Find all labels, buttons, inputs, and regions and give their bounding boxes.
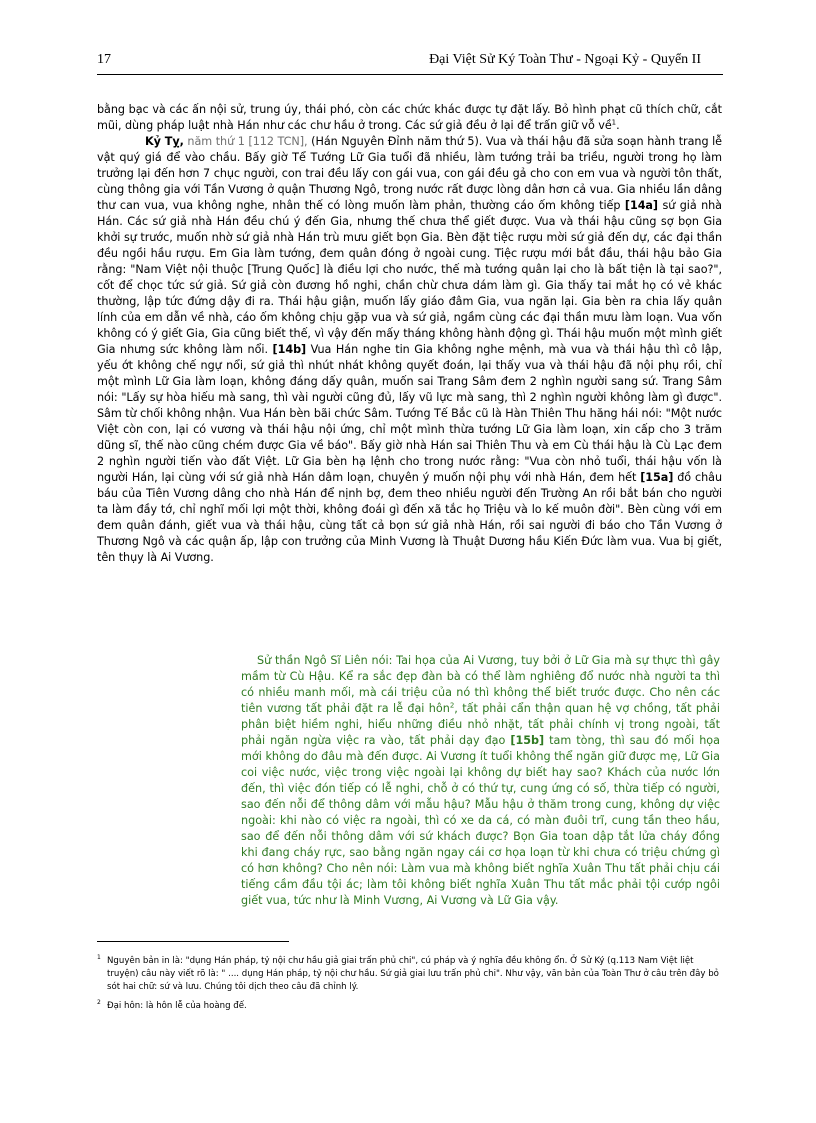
footnote-2: 2 Đại hôn: là hôn lễ của hoàng đế.	[97, 999, 247, 1011]
header-rule	[97, 74, 723, 75]
year-heading: Kỷ Tỵ,	[145, 135, 184, 148]
commentary-segment: tam tòng, thì sau đó mối họa mới không do đâu mà đến được. Ai Vương ít tuổi không thể ngăn giữ được mẹ, Lữ Gia coi việc nước, việc trong việc ngoài lại không dự biết hay sao? Khách của nước lớn đến, thì việc đón tiếp có lễ nghi, chỗ ở có thứ tự, cung ứng có số, thừa tiếp có người, sao đến nỗi để thông dâm với mẫu hậu? Mẫu hậu ở thăm trong cung, không dự việc ngoài: khi nào có việc ra ngoài, thì có xe da cá, có màn đuôi trĩ, cung tần theo hầu, sao để đến nỗi thông dâm với sứ khách được? Bọn Gia toan dập tắt lửa cháy đồng khi đang cháy rực, sao bằng ngăn ngay cái cơ họa loạn từ khi chưa có triệu chứng gì có hơn không? Cho nên nói: Làm vua mà không biết nghĩa Xuân Thu tất phải chịu cái tiếng cầm đầu tội ác; làm tôi không biết nghĩa Xuân Thu tất mắc phải tội cướp ngôi giết vua, tức như là Minh Vương, Ai Vương và Lữ Gia vậy.	[241, 734, 720, 907]
main-text	[97, 102, 722, 566]
footnote-text: Đại hôn: là hôn lễ của hoàng đế.	[107, 1001, 247, 1011]
paragraph-end: .	[616, 119, 620, 132]
page-header	[97, 52, 723, 70]
footnote-ref-1[interactable]: 1	[611, 118, 617, 127]
footnotes	[97, 955, 722, 1019]
folio-marker-15a: [15a]	[640, 471, 674, 484]
year-note: năm thứ 1 [112 TCN],	[183, 135, 308, 148]
paragraph-ky-ty	[97, 134, 722, 566]
folio-marker-14b: [14b]	[272, 343, 307, 356]
footnote-text: Nguyên bản in là: "dụng Hán pháp, tỷ nội chư hầu giả giai trấn phủ chi", cú pháp và ý nghĩa đều không ổn. Ở Sử Ký (q.113 Nam Việt liệt truyện) câu này viết rõ là: " .... dụng Hán pháp, tỷ nội chư hầu. Sứ giả giai lưu trấn phủ chi". Như vậy, văn bản của Toàn Thư ở câu trên đây bỏ sót hai chữ: sứ và lưu. Chúng tôi dịch theo câu đã chỉnh lý.	[107, 956, 719, 992]
paragraph-continuation	[97, 102, 722, 134]
commentary-segment: Sử thần Ngô Sĩ Liên nói: Tai họa của Ai Vương, tuy bởi ở Lữ Gia mà sự thực thì gây mầm từ Cù Hậu. Kể ra sắc đẹp đàn bà có thể làm nghiêng đổ nước nhà người ta thì có nhiều manh mối, mà cái triệu của nó thì không thể biết trước được. Cho nên các tiên vương tất phải đặt ra lễ đại hôn	[241, 654, 720, 715]
historian-commentary	[241, 653, 720, 909]
paragraph-segment: đồ châu báu của Tiên Vương dâng cho nhà Hán để nịnh bợ, đem theo nhiều người đến Trường An rồi bắt bán cho người ta làm đầy tớ, chỉ nghĩ mối lợi một thời, không đoái gì đến xã tắc họ Triệu và lo kế muôn đời". Bèn cùng với em đem quân đánh, giết vua và thái hậu, cùng tất cả bọn sứ giả nhà Hán, rồi sai người đi báo cho Tần Vương ở Thương Ngô và các quận ấp, lập con trưởng của Minh Vương là Thuật Dương hầu Kiến Đức làm vua. Vua bị giết, tên thụy là Ai Vương.	[97, 471, 722, 564]
commentary-paragraph	[241, 653, 720, 909]
commentary-segment: , tất phải cẩn thận quan hệ vợ chồng, tất phải phân biệt hiềm nghi, hiểu những điều nhỏ nhặt, tất phải chính vị trong ngoài, tất phải ngăn ngừa việc ra vào, tất phải dạy đạo	[241, 702, 720, 747]
paragraph-text: bằng bạc và các ấn nội sử, trung úy, thái phó, còn các chức khác được tự đặt lấy. Bỏ hình phạt cũ thích chữ, cắt mũi, dùng pháp luật nhà Hán như các chư hầu ở trong. Các sứ giả đều ở lại để trấn giữ vỗ về	[97, 103, 722, 132]
footnote-ref-2[interactable]: 2	[449, 701, 455, 710]
footnote-separator	[97, 941, 289, 942]
page-number: 17	[97, 52, 111, 67]
folio-marker-15b: [15b]	[510, 734, 545, 747]
paragraph-segment: Vua Hán nghe tin Gia không nghe mệnh, mà vua và thái hậu thì cô lập, yếu ớt không chế ngự nổi, sứ giả thì nhút nhát không quyết đoán, lại thấy vua và thái hậu đã nội phụ rồi, chỉ một mình Lữ Gia làm loạn, không đáng dấy quân, muốn sai Trang Sâm đem 2 nghìn người sang sứ. Trang Sâm nói: "Lấy sự hòa hiếu mà sang, thì vài người cũng đủ, lấy vũ lực mà sang, thì 2 nghìn người không làm gì được". Sâm từ chối không nhận. Vua Hán bèn bãi chức Sâm. Tướng Tế Bắc cũ là Hàn Thiên Thu hăng hái nói: "Một nước Việt còn con, lại có vương và thái hậu nội ứng, chỉ một mình thừa tướng Lữ Gia làm loạn, xin cấp cho 3 trăm dũng sĩ, thế nào cũng chém được Gia về báo". Bấy giờ nhà Hán sai Thiên Thu và em Cù thái hậu là Cù Lạc đem 2 nghìn người tiến vào đất Việt. Lữ Gia bèn hạ lệnh cho trong nước rằng: "Vua còn nhỏ tuổi, thái hậu vốn là người Hán, lại cùng với sứ giả nhà Hán dâm loạn, chuyên ý muốn nội phụ với nhà Hán, đem hết	[97, 343, 722, 484]
folio-marker-14a: [14a]	[624, 199, 658, 212]
paragraph-segment: (Hán Nguyên Đỉnh năm thứ 5). Vua và thái hậu đã sửa soạn hành trang lễ vật quý giá để vào chầu. Bấy giờ Tể Tướng Lữ Gia tuổi đã nhiều, làm tướng trải ba triều, người trong họ làm trưởng lại đến hơn 7 chục người, con trai đều lấy con gái vua, con gái đều gả cho con em vua và người tôn thất, cùng thông gia với Tần Vương ở quận Thương Ngô, trong nước rất được lòng dân hơn cả vua. Gia nhiều lần dâng thư can vua, vua không nghe, nhân thế có lòng muốn làm phản, thường cáo ốm không tiếp	[97, 135, 722, 212]
footnote-1: 1 Nguyên bản in là: "dụng Hán pháp, tỷ nội chư hầu giả giai trấn phủ chi", cú pháp và ý nghĩa đều không ổn. Ở Sử Ký (q.113 Nam Việt liệt truyện) câu này viết rõ là: " .... dụng Hán pháp, tỷ nội chư hầu. Sứ giả giai lưu trấn phủ chi". Như vậy, văn bản của Toàn Thư ở câu trên đây bỏ sót hai chữ: sứ và lưu. Chúng tôi dịch theo câu đã chỉnh lý.	[97, 954, 719, 992]
paragraph-segment: sứ giả nhà Hán. Các sứ giả nhà Hán đều chú ý đến Gia, nhưng thế chưa thể giết được. Vua và thái hậu cũng sợ bọn Gia khởi sự trước, muốn nhờ sứ giả nhà Hán trù mưu giết bọn Gia. Bèn đặt tiệc rượu mời sứ giả đến dự, các đại thần đều ngồi hầu rượu. Em Gia làm tướng, đem quân đóng ở ngoài cung. Tiệc rượu mới bắt đầu, thái hậu bảo Gia rằng: "Nam Việt nội thuộc [Trung Quốc] là điều lợi cho nước, thế mà tướng quân lại cho là bất tiện là tại sao?", cốt để chọc tức sứ giả. Sứ giả còn đương hồ nghi, chần chừ chưa dám làm gì. Gia thấy tai mắt họ có vẻ khác thường, lập tức đứng dậy đi ra. Thái hậu giận, muốn lấy giáo đâm Gia, vua ngăn lại. Gia bèn ra chia lấy quân lính của em dẫn về nhà, cáo ốm không chịu gặp vua và sứ giả, ngầm cùng các đại thần mưu làm loạn. Vua vốn không có ý giết Gia, Gia cũng biết thế, vì vậy đến mấy tháng không hành động gì. Thái hậu muốn một mình giết Gia nhưng sức không làm nổi.	[97, 199, 722, 356]
book-title: Đại Việt Sử Ký Toàn Thư - Ngoại Kỷ - Quyển II	[429, 52, 701, 67]
